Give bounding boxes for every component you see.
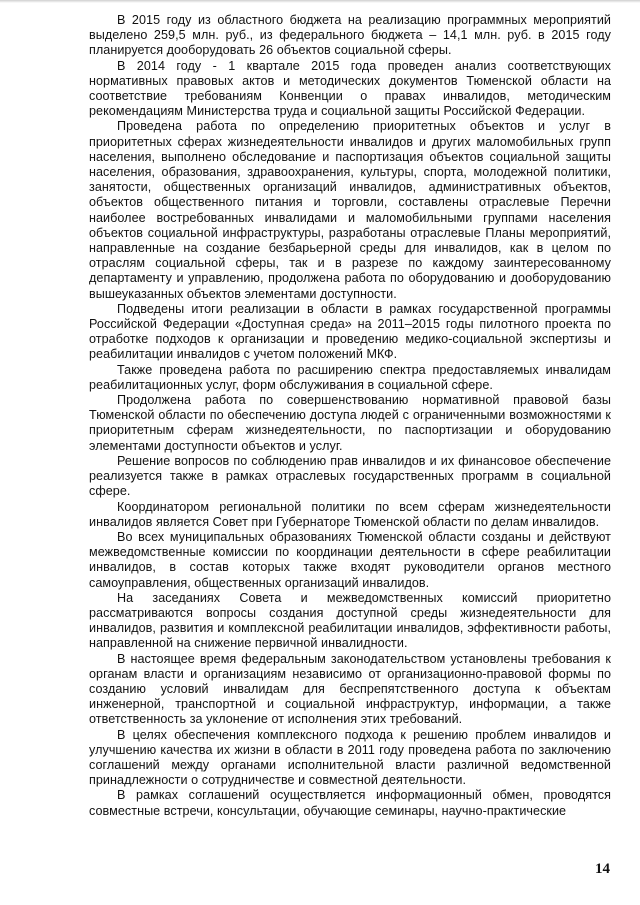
paragraph-11: В настоящее время федеральным законодательством установлены требования к органам власти и организациям независимо от организационно-правовой формы по созданию условий инвалидам для беспрепятственного доступа к объектам инженерной, транспортной и социальной инфраструктур, информации, а также ответственность за уклонение от исполнения этих требований. — [89, 651, 611, 727]
paragraph-3: Проведена работа по определению приоритетных объектов и услуг в приоритетных сферах жизнедеятельности инвалидов и других маломобильных групп населения, выполнено обследование и паспортизация объектов социальной защиты населения, образования, здравоохранения, культуры, спорта, молодежной политики, занятости, общественных организаций инвалидов, административных объектов, объектов общественного питания и торговли, составлены отраслевые Перечни наиболее востребованных инвалидами и маломобильными группами населения объектов социальной инфраструктуры, разработаны отраслевые Планы мероприятий, направленные на создание безбарьерной среды для инвалидов, как в целом по отраслям социальной сферы, так и в разрезе по каждому заинтересованному департаменту и управлению, продолжена работа по оборудованию и дооборудованию вышеуказанных объектов элементами доступности. — [89, 119, 611, 301]
document-body — [89, 13, 611, 819]
paragraph-4: Подведены итоги реализации в области в рамках государственной программы Российской Федерации «Доступная среда» на 2011–2015 годы пилотного проекта по отработке подходов к организации и проведению медико-социальной экспертизы и реабилитации инвалидов с учетом положений МКФ. — [89, 301, 611, 362]
paragraph-2: В 2014 году - 1 квартале 2015 года проведен анализ соответствующих нормативных правовых актов и методических документов Тюменской области на соответствие требованиям Конвенции о правах инвалидов, методическим рекомендациям Министерства труда и социальной защиты Российской Федерации. — [89, 58, 611, 119]
paragraph-8: Координатором региональной политики по всем сферам жизнедеятельности инвалидов является Совет при Губернаторе Тюменской области по делам инвалидов. — [89, 499, 611, 529]
paragraph-9: Во всех муниципальных образованиях Тюменской области созданы и действуют межведомственные комиссии по координации деятельности в сфере реабилитации инвалидов, в состав которых также входят руководители органов местного самоуправления, общественных организаций инвалидов. — [89, 529, 611, 590]
paragraph-12: В целях обеспечения комплексного подхода к решению проблем инвалидов и улучшению качества их жизни в области в 2011 году проведена работа по заключению соглашений между органами исполнительной власти различной ведомственной принадлежности о сотрудничестве и совместной деятельности. — [89, 727, 611, 788]
page-number: 14 — [595, 861, 610, 877]
scan-edge — [0, 0, 640, 3]
paragraph-10: На заседаниях Совета и межведомственных комиссий приоритетно рассматриваются вопросы создания доступной среды жизнедеятельности для инвалидов, развития и комплексной реабилитации инвалидов, эффективности работы, направленной на снижение первичной инвалидности. — [89, 590, 611, 651]
paragraph-7: Решение вопросов по соблюдению прав инвалидов и их финансовое обеспечение реализуется также в рамках отраслевых государственных программ в социальной сфере. — [89, 453, 611, 499]
paragraph-5: Также проведена работа по расширению спектра предоставляемых инвалидам реабилитационных услуг, форм обслуживания в социальной сфере. — [89, 362, 611, 392]
paragraph-6: Продолжена работа по совершенствованию нормативной правовой базы Тюменской области по обеспечению доступа людей с ограниченными возможностями к приоритетным сферам жизнедеятельности, по паспортизации и оборудованию элементами доступности объектов и услуг. — [89, 393, 611, 453]
paragraph-1: В 2015 году из областного бюджета на реализацию программных мероприятий выделено 259,5 млн. руб., из федерального бюджета – 14,1 млн. руб. в 2015 году планируется дооборудовать 26 объектов социальной сферы. — [89, 13, 611, 58]
paragraph-13: В рамках соглашений осуществляется информационный обмен, проводятся совместные встречи, консультации, обучающие семинары, научно-практические — [89, 788, 611, 818]
